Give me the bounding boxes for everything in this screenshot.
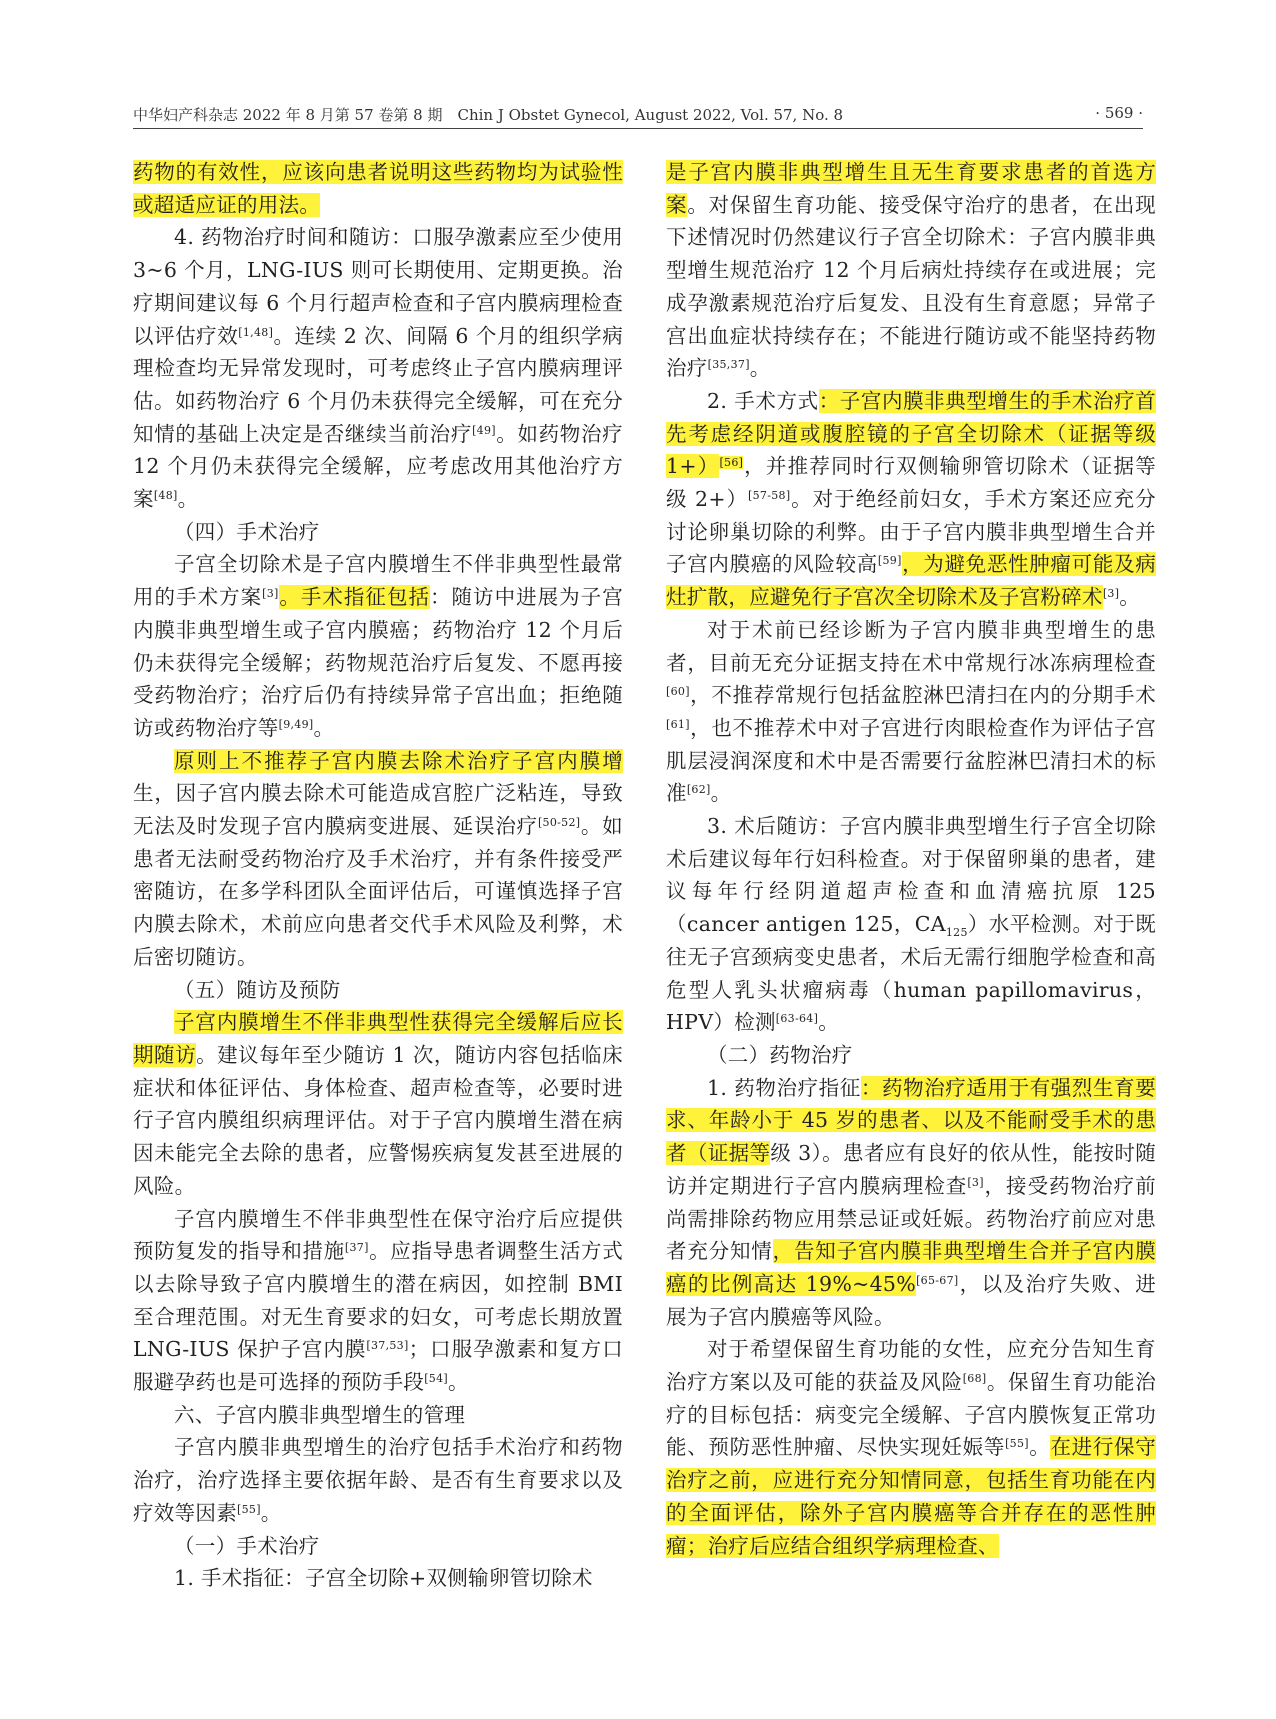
paragraph: 1. 手术指征：子宫全切除+双侧输卵管切除术 — [174, 1566, 593, 1591]
highlight: ：子宫内膜非典型增生的手术治疗首先考虑经阴道或腹腔镜的子宫全切除术（证据等级 1+） — [666, 388, 1156, 479]
section-heading: 六、子宫内膜非典型增生的管理 — [174, 1402, 466, 1427]
highlight: 。手术指征包括 — [278, 585, 431, 610]
highlight: 原则上不推荐子宫内膜去除术治疗子宫内膜增 — [174, 748, 623, 773]
citation: [61] — [666, 717, 690, 731]
paragraph — [133, 156, 623, 221]
subscript: 125 — [945, 926, 968, 940]
page-number: · 569 · — [1095, 104, 1143, 122]
citation: [55] — [1005, 1437, 1029, 1451]
highlight: 子宫内膜增生不伴非典型性获得完全缓解后应长期随访 — [133, 1010, 623, 1067]
highlight: ：药物治疗适用于有强烈生育要求、年龄小于 45 岁的患者、以及不能耐受手术的患者（证据等 — [666, 1075, 1156, 1166]
highlight: ，为避免恶性肿瘤可能及病灶扩散，应避免行子宫次全切除术及子宫粉碎术 — [666, 552, 1156, 610]
paragraph: 子宫全切除术是子宫内膜增生不伴非典型性最常用的手术方案[3]。手术指征包括：随访中进展为子宫内膜非典型增生或子宫内膜癌；药物治疗 12 个月后仍未获得完全缓解；药物规范治疗后复发、不愿再接受药物治疗；治疗后仍有持续异常子宫出血；拒绝随访或药物治疗等[9,49]。 — [133, 552, 623, 740]
highlight: 在进行保守治疗之前，应进行充分知情同意，包括生育功能在内的全面评估，除外子宫内膜癌等合并存在的恶性肿瘤；治疗后应结合组织学病理检查、 — [666, 1435, 1156, 1558]
paragraph: 1. 药物治疗指征：药物治疗适用于有强烈生育要求、年龄小于 45 岁的患者、以及不能耐受手术的患者（证据等级 3）。患者应有良好的依从性，能按时随访并定期进行子宫内膜病理检查[3]，接受药物治疗前尚需排除药物应用禁忌证或妊娠。药物治疗前应对患者充分知情，告知子宫内膜非典型增生合并子宫内膜癌的比例高达 19%~45%[65-67]，以及治疗失败、进展为子宫内膜癌等风险。 — [666, 1075, 1157, 1329]
citation: [48] — [153, 489, 178, 503]
right-column — [666, 156, 1156, 1562]
highlight: 药物的有效性，应该向患者说明这些药物均为试验性或超适应证的用法。 — [133, 160, 623, 217]
citation: [54] — [424, 1372, 448, 1386]
citation: [49] — [472, 423, 496, 437]
header-rule — [133, 128, 1143, 129]
section-heading: （四）手术治疗 — [174, 519, 320, 544]
citation: [50-52] — [537, 816, 581, 830]
citation: [35,37] — [707, 358, 750, 372]
section-heading: （二）药物治疗 — [707, 1042, 853, 1067]
left-column — [133, 156, 623, 1595]
citation: [37,53] — [366, 1339, 409, 1353]
paragraph: 子宫内膜增生不伴非典型性获得完全缓解后应长期随访。建议每年至少随访 1 次，随访内容包括临床症状和体征评估、身体检查、超声检查等，必要时进行子宫内膜组织病理评估。对于子宫内膜增生潜在病因未能完全去除的患者，应警惕疾病复发甚至进展的风险。 — [133, 1010, 623, 1198]
citation: [57-58] — [748, 489, 791, 503]
citation: [68] — [962, 1372, 987, 1386]
paragraph: 2. 手术方式：子宫内膜非典型增生的手术治疗首先考虑经阴道或腹腔镜的子宫全切除术（证据等级 1+）[56]，并推荐同时行双侧输卵管切除术（证据等级 2+）[57-58]。对于绝经前妇女，手术方案还应充分讨论卵巢切除的利弊。由于子宫内膜非典型增生合并子宫内膜癌的风险较高[59]，为避免恶性肿瘤可能及病灶扩散，应避免行子宫次全切除术及子宫粉碎术[3]。 — [666, 388, 1156, 610]
highlight: 是子宫内膜非典型增生且无生育要求患者的首选方案 — [666, 160, 1156, 217]
running-header — [133, 104, 1143, 130]
paragraph: 3. 术后随访：子宫内膜非典型增生行子宫全切除术后建议每年行妇科检查。对于保留卵巢的患者，建议每年行经阴道超声检查和血清癌抗原 125（cancer antigen 125，$CA_{125}$）水平检测。对于既往无子宫颈病变史患者，术后无需行细胞学检查和高危型人乳头状瘤病毒（human papillomavirus，HPV）检测[63-64]。 — [666, 814, 1157, 1035]
citation: [60] — [666, 685, 690, 699]
citation: [9,49] — [278, 717, 314, 731]
citation: [55] — [237, 1502, 261, 1516]
paragraph: 子宫内膜非典型增生的治疗包括手术治疗和药物治疗，治疗选择主要依据年龄、是否有生育要求以及疗效等因素[55]。 — [133, 1435, 623, 1525]
journal-citation: 中华妇产科杂志 2022 年 8 月第 57 卷第 8 期 Chin J Obstet Gynecol, August 2022, Vol. 57, No. 8 — [133, 106, 844, 124]
paragraph: 是子宫内膜非典型增生且无生育要求患者的首选方案。对保留生育功能、接受保守治疗的患者，在出现下述情况时仍然建议行子宫全切除术：子宫内膜非典型增生规范治疗 12 个月后病灶持续存在或进展；完成孕激素规范治疗后复发、且没有生育意愿；异常子宫出血症状持续存在；不能进行随访或不能坚持药物治疗[35,37]。 — [666, 160, 1156, 381]
citation: [63-64] — [775, 1012, 819, 1026]
citation: [3] — [262, 587, 279, 601]
highlight: ，告知子宫内膜非典型增生合并子宫内膜癌的比例高达 19%~45% — [666, 1239, 1156, 1296]
paragraph: 原则上不推荐子宫内膜去除术治疗子宫内膜增生，因子宫内膜去除术可能造成宫腔广泛粘连，导致无法及时发现子宫内膜病变进展、延误治疗[50-52]。如患者无法耐受药物治疗及手术治疗，并有条件接受严密随访，在多学科团队全面评估后，可谨慎选择子宫内膜去除术，术前应向患者交代手术风险及利弊，术后密切随访。 — [133, 748, 623, 969]
citation: [1,48] — [238, 325, 274, 339]
section-heading: （五）随访及预防 — [174, 977, 341, 1002]
paragraph: 子宫内膜增生不伴非典型性在保守治疗后应提供预防复发的指导和措施[37]。应指导患者调整生活方式以去除导致子宫内膜增生的潜在病因，如控制 BMI 至合理范围。对无生育要求的妇女，可考虑长期放置 LNG-IUS 保护子宫内膜[37,53]；口服孕激素和复方口服避孕药也是可选择的预防手段[54]。 — [133, 1206, 623, 1395]
paragraph: 对于希望保留生育功能的女性，应充分告知生育治疗方案以及可能的获益及风险[68]。保留生育功能治疗的目标包括：病变完全缓解、子宫内膜恢复正常功能、预防恶性肿瘤、尽快实现妊娠等[55]。在进行保守治疗之前，应进行充分知情同意，包括生育功能在内的全面评估，除外子宫内膜癌等合并存在的恶性肿瘤；治疗后应结合组织学病理检查、 — [666, 1337, 1156, 1558]
paragraph: 对于术前已经诊断为子宫内膜非典型增生的患者，目前无充分证据支持在术中常规行冰冻病理检查[60]，不推荐常规行包括盆腔淋巴清扫在内的分期手术[61]，也不推荐术中对子宫进行肉眼检查作为评估子宫肌层浸润深度和术中是否需要行盆腔淋巴清扫术的标准[62]。 — [666, 617, 1156, 806]
section-heading: （一）手术治疗 — [174, 1533, 320, 1558]
citation: [37] — [344, 1241, 369, 1255]
citation: [62] — [686, 783, 711, 797]
citation: [56] — [719, 456, 744, 470]
citation: [3] — [1102, 587, 1120, 601]
citation: [65-67] — [916, 1273, 959, 1287]
citation: [59] — [877, 554, 902, 568]
citation: [3] — [967, 1175, 984, 1189]
paragraph: 4. 药物治疗时间和随访：口服孕激素应至少使用 3~6 个月，LNG-IUS 则可长期使用、定期更换。治疗期间建议每 6 个月行超声检查和子宫内膜病理检查以评估疗效[1,48]。连续 2 次、间隔 6 个月的组织学病理检查均无异常发现时，可考虑终止子宫内膜病理评估。如药物治疗 6 个月仍未获得完全缓解，可在充分知情的基础上决定是否继续当前治疗[49]。如药物治疗 12 个月仍未获得完全缓解，应考虑改用其他治疗方案[48]。 — [133, 225, 623, 512]
